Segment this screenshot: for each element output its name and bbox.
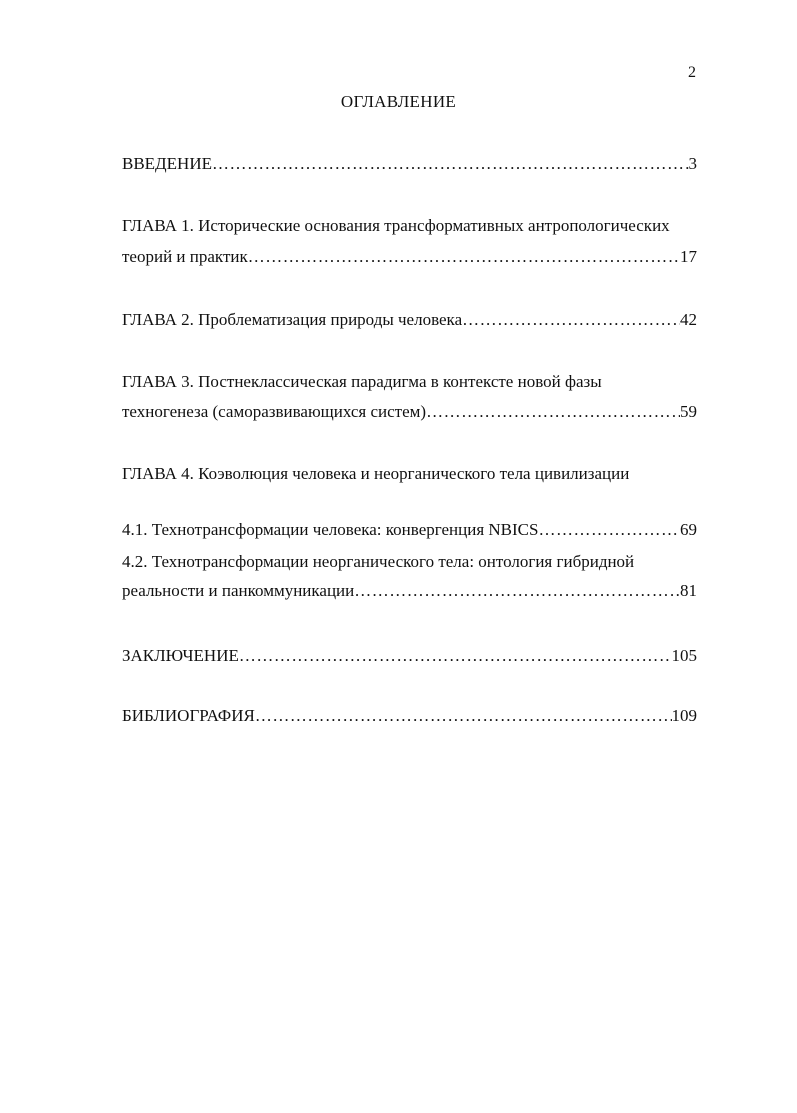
toc-entry-section-4-1[interactable]: [122, 519, 697, 541]
page-title: ОГЛАВЛЕНИЕ: [340, 92, 457, 111]
toc-entry-label: БИБЛИОГРАФИЯ: [122, 706, 255, 725]
toc-leader-dots: [462, 309, 680, 331]
toc-entry-chapter-1[interactable]: [122, 246, 697, 268]
toc-entry-page: 69: [680, 520, 697, 539]
toc-entry-page: 17: [680, 247, 697, 266]
toc-leader-dots: [239, 645, 672, 667]
toc-entry-section-4-2-line[interactable]: 4.2. Технотрансформации неорганического тела: онтология гибридной: [122, 552, 635, 571]
toc-entry-label: техногенеза (саморазвивающихся систем): [122, 402, 427, 421]
toc-entry-bibliography[interactable]: [122, 705, 697, 727]
toc-leader-dots: [354, 580, 680, 602]
toc-entry-label: 4.1. Технотрансформации человека: конвергенция NBICS: [122, 520, 539, 539]
toc-leader-dots: [426, 401, 680, 423]
toc-entry-conclusion[interactable]: [122, 645, 697, 667]
toc-entry-label: ВВЕДЕНИЕ: [122, 154, 212, 173]
page-number: 2: [688, 64, 696, 81]
toc-leader-dots: [538, 519, 680, 541]
toc-entry-page: 109: [671, 706, 697, 725]
toc-entry-chapter-1-line[interactable]: ГЛАВА 1. Исторические основания трансформативных антропологических: [122, 216, 670, 235]
toc-entry-page: 59: [680, 402, 697, 421]
toc-entry-label: ГЛАВА 2. Проблематизация природы человека: [122, 310, 463, 329]
toc-entry-page: 105: [671, 646, 697, 665]
toc-leader-dots: [255, 705, 672, 727]
toc-entry-introduction[interactable]: [122, 153, 697, 175]
toc-entry-page: 3: [688, 154, 697, 173]
toc-entry-page: 42: [680, 310, 697, 329]
toc-entry-label: реальности и панкоммуникации: [122, 581, 355, 600]
toc-leader-dots: [212, 153, 689, 175]
toc-entry-chapter-3-line[interactable]: ГЛАВА 3. Постнеклассическая парадигма в контексте новой фазы: [122, 372, 602, 391]
toc-entry-chapter-3[interactable]: [122, 401, 697, 423]
toc-entry-page: 81: [680, 581, 697, 600]
toc-entry-label: ЗАКЛЮЧЕНИЕ: [122, 646, 239, 665]
toc-entry-label: теорий и практик: [122, 247, 248, 266]
toc-entry-section-4-2[interactable]: [122, 580, 697, 602]
toc-entry-chapter-4[interactable]: ГЛАВА 4. Коэволюция человека и неорганического тела цивилизации: [122, 464, 630, 483]
toc-leader-dots: [248, 246, 680, 268]
toc-entry-chapter-2[interactable]: [122, 309, 697, 331]
